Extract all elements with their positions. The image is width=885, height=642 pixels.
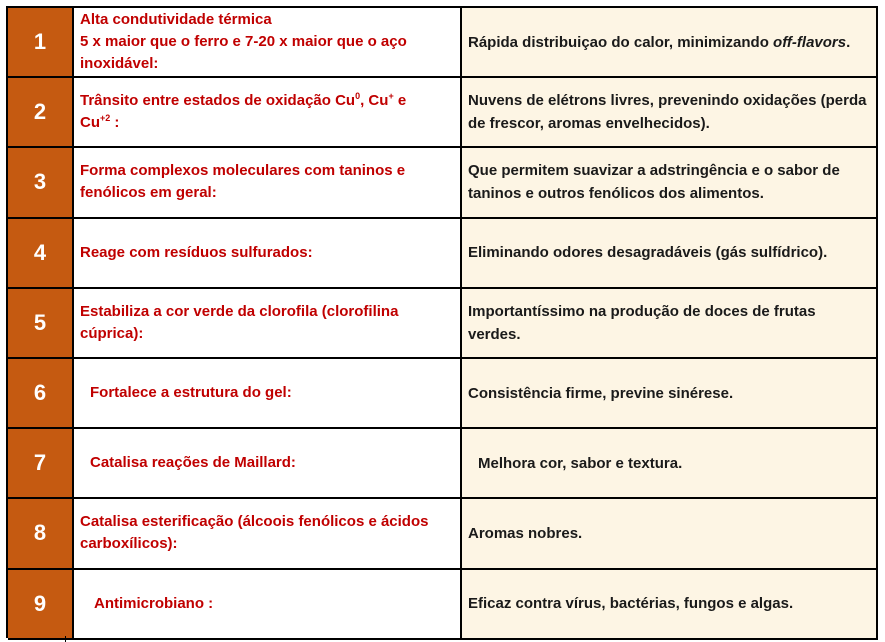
effect-cell [462,148,878,216]
effect-cell [462,570,878,638]
table-row [8,78,878,148]
row-number: 7 [8,429,74,497]
property-cell [74,148,462,216]
property-text: Trânsito entre estados de oxidação Cu$^0$, Cu+ e [80,91,407,110]
effect-text: Importantíssimo na produção de doces de frutas verdes. [468,302,816,343]
property-cell [74,429,462,497]
property-text: Alta condutividade térmica [80,11,272,29]
property-text: Fortalece a estrutura do gel: [90,384,292,402]
text-cursor-mark [65,636,66,642]
row-number: 1 [8,8,74,76]
effect-cell [462,429,878,497]
table-row [8,499,878,569]
effect-text: Eficaz contra vírus, bactérias, fungos e algas. [468,595,794,613]
table-row [8,359,878,429]
property-cell [74,499,462,567]
property-cell [74,570,462,638]
effect-cell [462,289,878,357]
row-number: 2 [8,78,74,146]
property-cell [74,219,462,287]
effect-cell [462,499,878,567]
effect-text: Que permitem suavizar a adstringência e o sabor de taninos e outros fenólicos dos alimentos. [468,162,840,203]
table-row [8,289,878,359]
row-number: 8 [8,499,74,567]
table-row [8,570,878,640]
property-cell [74,78,462,146]
property-cell [74,8,462,76]
effect-text: Nuvens de elétrons livres, prevenindo oxidações (perda de frescor, aromas envelhecidos). [468,92,867,133]
effect-text: Melhora cor, sabor e textura. [478,454,683,472]
property-text: Forma complexos moleculares com taninos e fenólicos em geral: [80,162,406,202]
effect-cell [462,8,878,76]
effect-cell [462,359,878,427]
table-row [8,429,878,499]
row-number: 9 [8,570,74,638]
row-number: 5 [8,289,74,357]
row-number: 3 [8,148,74,216]
property-text: Catalisa reações de Maillard: [90,454,296,472]
property-text: Estabiliza a cor verde da clorofila (clorofilina cúprica): [80,302,399,342]
row-number: 4 [8,219,74,287]
table-row [8,219,878,289]
property-text: Antimicrobiano : [94,594,214,612]
copper-properties-table [6,6,878,638]
property-text: Catalisa esterificação (álcoois fenólicos e ácidos carboxílicos): [80,513,429,553]
table-row [8,148,878,218]
property-text: Reage com resíduos sulfurados: [80,243,313,261]
property-text: 5 x maior que o ferro e 7-20 x maior que o aço inoxidável: [80,33,407,73]
property-cell [74,359,462,427]
effect-cell [462,219,878,287]
effect-text: Aromas nobres. [468,524,583,542]
effect-cell [462,78,878,146]
effect-text: Eliminando odores desagradáveis (gás sulfídrico). [468,244,828,262]
property-cell [74,289,462,357]
row-number: 6 [8,359,74,427]
effect-text: Rápida distribuiçao do calor, minimizando off-flavors. [468,33,851,51]
table-row [8,8,878,78]
property-text: $Cu^{+2}$ : [80,113,120,132]
effect-text: Consistência firme, previne sinérese. [468,384,734,402]
